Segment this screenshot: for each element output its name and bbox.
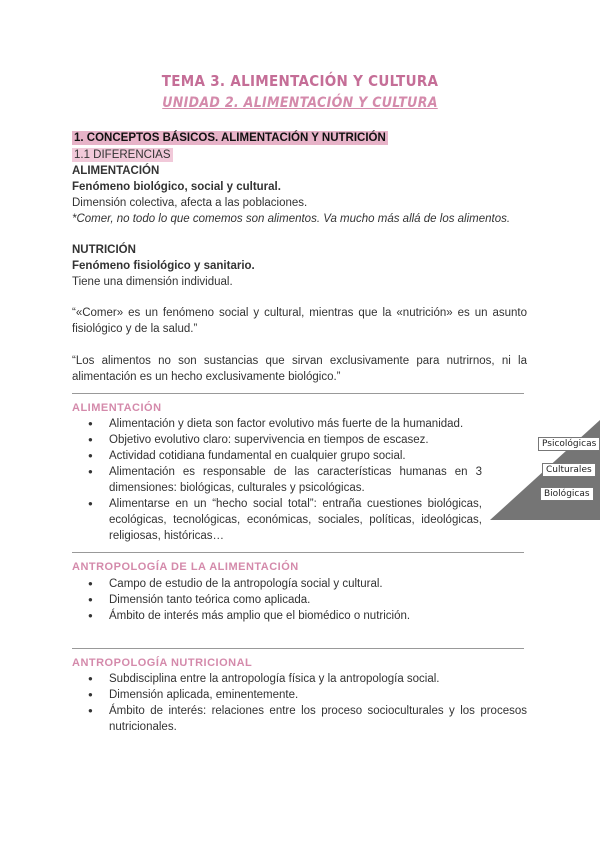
subsection-heading: 1.1 DIFERENCIAS <box>74 149 171 161</box>
divider <box>72 552 524 553</box>
antropologia-nutricional-heading: ANTROPOLOGÍA NUTRICIONAL <box>72 657 253 669</box>
alimentacion-label: ALIMENTACIÓN <box>72 165 160 177</box>
list-item: ● Actividad cotidiana fundamental en cualquier grupo social. <box>72 448 482 464</box>
pyramid-label-biologicas: Biológicas <box>540 487 594 501</box>
divider <box>72 648 524 649</box>
nutricion-line: Tiene una dimensión individual. <box>72 276 233 288</box>
list-item: ● Alimentación y dieta son factor evolutivo más fuerte de la humanidad. <box>72 416 482 432</box>
list-item: ● Subdisciplina entre la antropología física y la antropología social. <box>72 671 527 687</box>
divider <box>72 393 524 394</box>
nutricion-definition: Fenómeno fisiológico y sanitario. <box>72 260 255 272</box>
alimentacion-note: *Comer, no todo lo que comemos son alimentos. Va mucho más allá de los alimentos. <box>72 213 511 225</box>
list-item: ● Campo de estudio de la antropología social y cultural. <box>72 576 527 592</box>
quote-comer: “«Comer» es un fenómeno social y cultural, mientras que la «nutrición» es un asunto fisiológico y de la salud.” <box>72 307 527 335</box>
document-subtitle: UNIDAD 2. ALIMENTACIÓN Y CULTURA <box>162 95 438 111</box>
antropologia-alimentacion-list <box>72 576 527 624</box>
dimensions-pyramid <box>490 420 600 520</box>
pyramid-label-psicologicas: Psicológicas <box>538 437 600 451</box>
list-item: ● Ámbito de interés: relaciones entre los proceso socioculturales y los procesos nutricionales. <box>72 703 527 735</box>
section-heading: 1. CONCEPTOS BÁSICOS. ALIMENTACIÓN Y NUTRICIÓN <box>74 132 386 144</box>
list-item: ● Ámbito de interés más amplio que el biomédico o nutrición. <box>72 608 527 624</box>
list-item: ● Alimentarse en un “hecho social total”: entraña cuestiones biológicas, ecológicas, tecnológicas, económicas, sociales, políticas, ideológicas, religiosas, históricas… <box>72 496 482 544</box>
antropologia-alimentacion-heading: ANTROPOLOGÍA DE LA ALIMENTACIÓN <box>72 561 299 573</box>
alimentacion-block-heading: ALIMENTACIÓN <box>72 402 162 414</box>
nutricion-label: NUTRICIÓN <box>72 244 136 256</box>
alimentacion-definition: Fenómeno biológico, social y cultural. <box>72 181 281 193</box>
list-item: ● Objetivo evolutivo claro: supervivencia en tiempos de escasez. <box>72 432 482 448</box>
list-item: ● Dimensión aplicada, eminentemente. <box>72 687 527 703</box>
document-title: TEMA 3. ALIMENTACIÓN Y CULTURA <box>161 72 439 90</box>
alimentacion-line: Dimensión colectiva, afecta a las poblaciones. <box>72 197 308 209</box>
antropologia-nutricional-list <box>72 671 527 735</box>
list-item: ● Dimensión tanto teórica como aplicada. <box>72 592 527 608</box>
alimentacion-list <box>72 416 482 544</box>
list-item: ● Alimentación es responsable de las características humanas en 3 dimensiones: biológicas, culturales y psicológicas. <box>72 464 482 496</box>
pyramid-label-culturales: Culturales <box>542 463 596 477</box>
quote-alimentos: “Los alimentos no son sustancias que sirvan exclusivamente para nutrirnos, ni la alimentación es un hecho exclusivamente biológico.” <box>72 355 527 383</box>
